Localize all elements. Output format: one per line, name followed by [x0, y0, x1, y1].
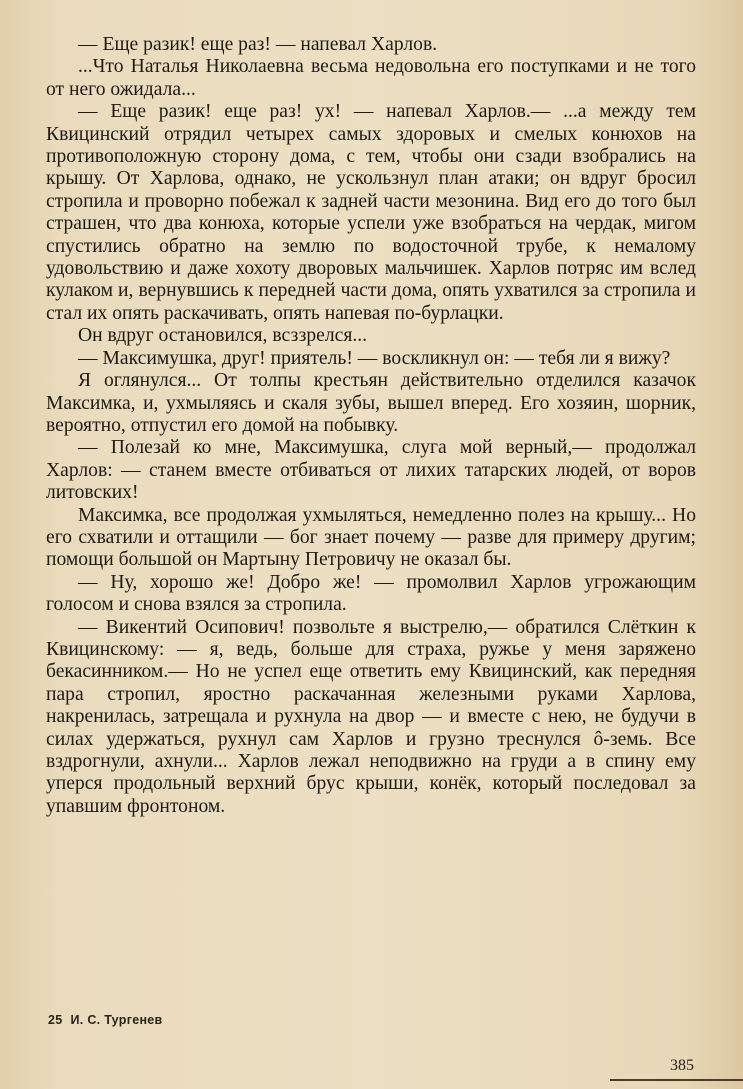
- paragraph: — Максимушка, друг! приятель! — воскликнул он: — тебя ли я вижу?: [78, 347, 671, 369]
- signature-mark: [48, 1013, 163, 1027]
- body-text: [46, 34, 696, 818]
- page-number: 385: [670, 1057, 694, 1074]
- paragraph: Я оглянулся... От толпы крестьян действительно отделился казачок Максимка, и, ухмыляясь и скаля зубы, вышел вперед. Его хозяин, шорник, вероятно, отпустил его домой на побывку.: [46, 370, 696, 436]
- author-name: И. С. Тургенев: [70, 1013, 163, 1027]
- paragraph: ...Что Наталья Николаевна весьма недовольна его поступками и не того от него ожидала...: [46, 56, 696, 100]
- paragraph: — Еще разик! еще раз! — напевал Харлов.: [78, 34, 438, 55]
- paragraph: — Полезай ко мне, Максимушка, слуга мой верный,— продолжал Харлов: — станем вместе отбиваться от лихих татарских людей, от воров литовских!: [46, 437, 696, 504]
- signature-number: 25: [48, 1013, 63, 1027]
- bottom-rule: [610, 1079, 743, 1081]
- paragraph: — Еще разик! еще раз! ух! — напевал Харлов.— ...а между тем Квицинский отрядил четырех самых здоровых и смелых конюхов на противоположную сторону дома, с тем, чтобы они сзади взобрались на крышу. От Харлова, однако, не ускользнул план атаки; он вдруг бросил стропила и проворно побежал к задней части мезонина. Вид его до того был страшен, что два конюха, которые успели уже взобраться на чердак, мигом спустились обратно на землю по водосточной трубе, к немалому удовольствию и даже хохоту дворовых мальчишек. Харлов потряс им вслед кулаком и, вернувшись к передней части дома, опять ухватился за стропила и стал их опять раскачивать, опять напевая по-бурлацки.: [46, 101, 696, 324]
- paragraph: Он вдруг остановился, всззрелся...: [78, 325, 368, 347]
- paragraph: — Викентий Осипович! позвольте я выстрелю,— обратился Слёткин к Квицинскому: — я, ведь, больше для страха, ружье у меня заряжено бекасинником.— Но не успел еще ответить ему Квицинский, как передняя пара стропил, яростно раскачанная железными руками Харлова, накренилась, затрещала и рухнула на двор — и вместе с нею, не будучи в силах удержаться, рухнул сам Харлов и грузно треснулся ô-земь. Все вздрогнули, ахнули... Харлов лежал неподвижно на груди а в спину ему уперся продольный верхний брус крыши, конёк, который последовал за упавшим фронтоном.: [46, 616, 696, 817]
- paragraph: Максимка, все продолжая ухмыляться, немедленно полез на крышу... Но его схватили и оттащили — бог знает почему — разве для примеру другим; помощи большой он Мартыну Петровичу не оказал бы.: [46, 504, 696, 571]
- paragraph: — Ну, хорошо же! Добро же! — промолвил Харлов угрожающим голосом и снова взялся за стропила.: [46, 571, 696, 616]
